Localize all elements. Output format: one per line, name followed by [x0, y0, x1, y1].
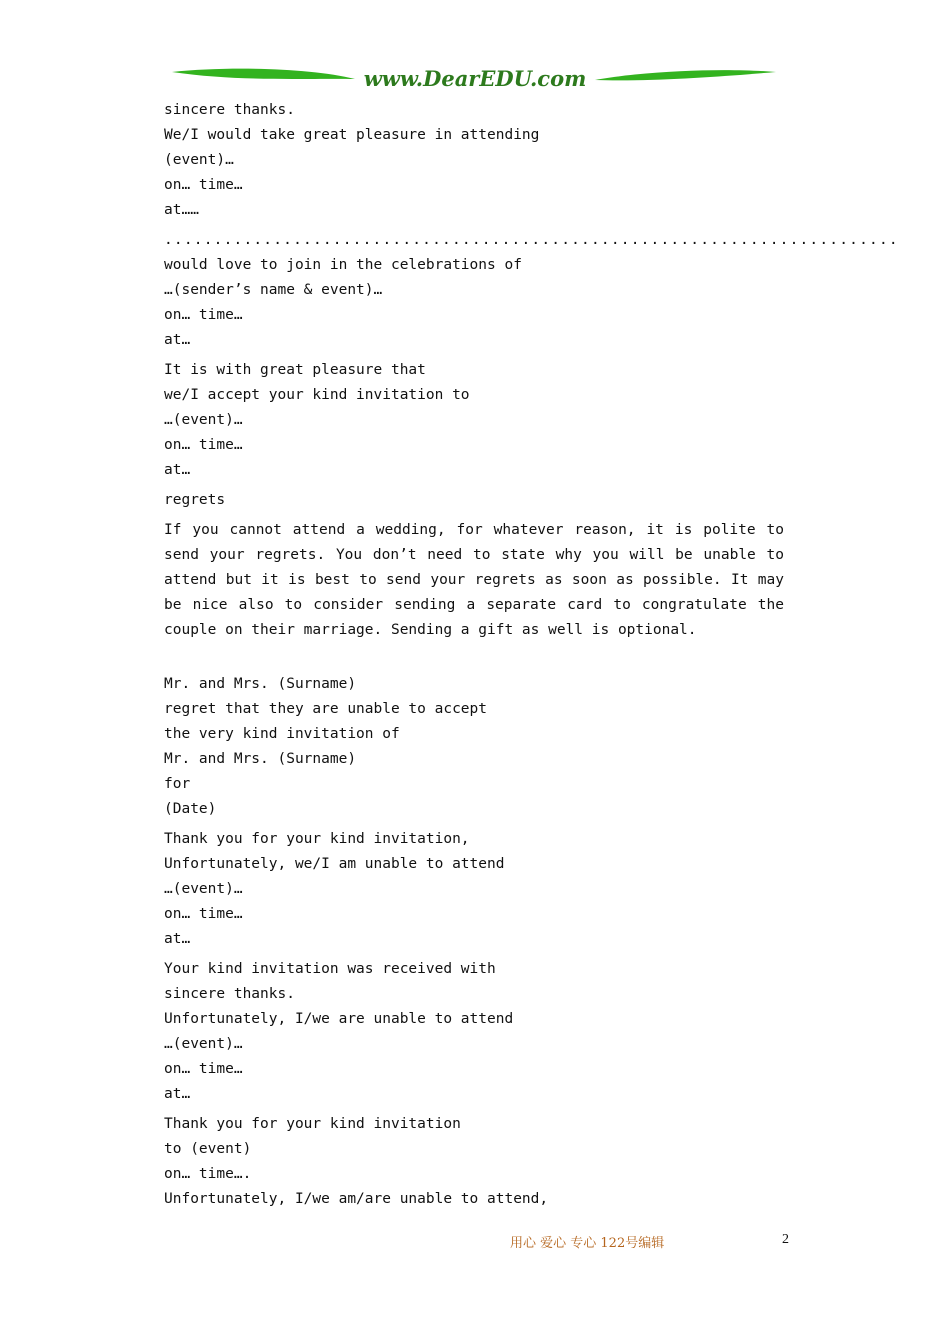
text-line: …(event)…: [164, 881, 243, 897]
text-line: we/I accept your kind invitation to: [164, 387, 470, 403]
text-line: sincere thanks.: [164, 986, 295, 1002]
text-line: Your kind invitation was received with: [164, 961, 496, 977]
text-line: Unfortunately, I/we are unable to attend: [164, 1011, 514, 1027]
text-line: at…: [164, 332, 191, 348]
text-line: …(event)…: [164, 1036, 243, 1052]
text-line: We/I would take great pleasure in attending: [164, 127, 540, 143]
text-line: regret that they are unable to accept: [164, 701, 488, 717]
text-line: …(sender’s name & event)…: [164, 282, 383, 298]
text-line: It is with great pleasure that: [164, 362, 426, 378]
text-line: on… time…: [164, 307, 243, 323]
text-line: Unfortunately, we/I am unable to attend: [164, 856, 505, 872]
paragraph-text: If you cannot attend a wedding, for whatever reason, it is polite to send your regrets. You don’t need to state why you will be unable to attend but it is best to send your regrets as soon as possible. It may be nice also to consider sending a separate card to congratulate the couple on their marriage. Sending a gift as well is optional.: [164, 522, 784, 638]
text-line: the very kind invitation of: [164, 726, 400, 742]
text-line: at…: [164, 931, 191, 947]
page-header: [170, 62, 780, 96]
text-block-3: [164, 358, 784, 483]
text-line: would love to join in the celebrations of: [164, 257, 522, 273]
text-line: (Date): [164, 801, 217, 817]
text-block-2: [164, 253, 784, 353]
text-line: at…: [164, 462, 191, 478]
text-line: to (event): [164, 1141, 252, 1157]
text-line: on… time….: [164, 1166, 252, 1182]
text-line: Thank you for your kind invitation: [164, 1116, 461, 1132]
text-block-6: [164, 957, 784, 1107]
text-line: Mr. and Mrs. (Surname): [164, 676, 357, 692]
text-line: at……: [164, 202, 199, 218]
text-line: on… time…: [164, 177, 243, 193]
text-block-7: [164, 1112, 784, 1212]
text-line: Mr. and Mrs. (Surname): [164, 751, 357, 767]
text-line: at…: [164, 1086, 191, 1102]
page-footer: 用心 爱心 专心 122号编辑: [510, 1236, 665, 1251]
text-line: sincere thanks.: [164, 102, 295, 118]
document-body: [164, 98, 899, 1212]
text-line: …(event)…: [164, 412, 243, 428]
text-line: (event)…: [164, 152, 234, 168]
text-line: for: [164, 776, 191, 792]
text-block-1: [164, 98, 784, 223]
dotted-separator: ..........................................................................: [164, 232, 899, 248]
section-heading: regrets: [164, 492, 226, 508]
page-number: 2: [782, 1232, 789, 1247]
text-line: on… time…: [164, 437, 243, 453]
text-block-4: [164, 672, 784, 822]
site-name: www.DearEDU.com: [363, 66, 587, 91]
text-line: on… time…: [164, 1061, 243, 1077]
regrets-paragraph: [164, 518, 784, 643]
text-line: on… time…: [164, 906, 243, 922]
text-block-5: [164, 827, 784, 952]
text-line: Thank you for your kind invitation,: [164, 831, 470, 847]
text-line: Unfortunately, I/we am/are unable to attend,: [164, 1191, 549, 1207]
